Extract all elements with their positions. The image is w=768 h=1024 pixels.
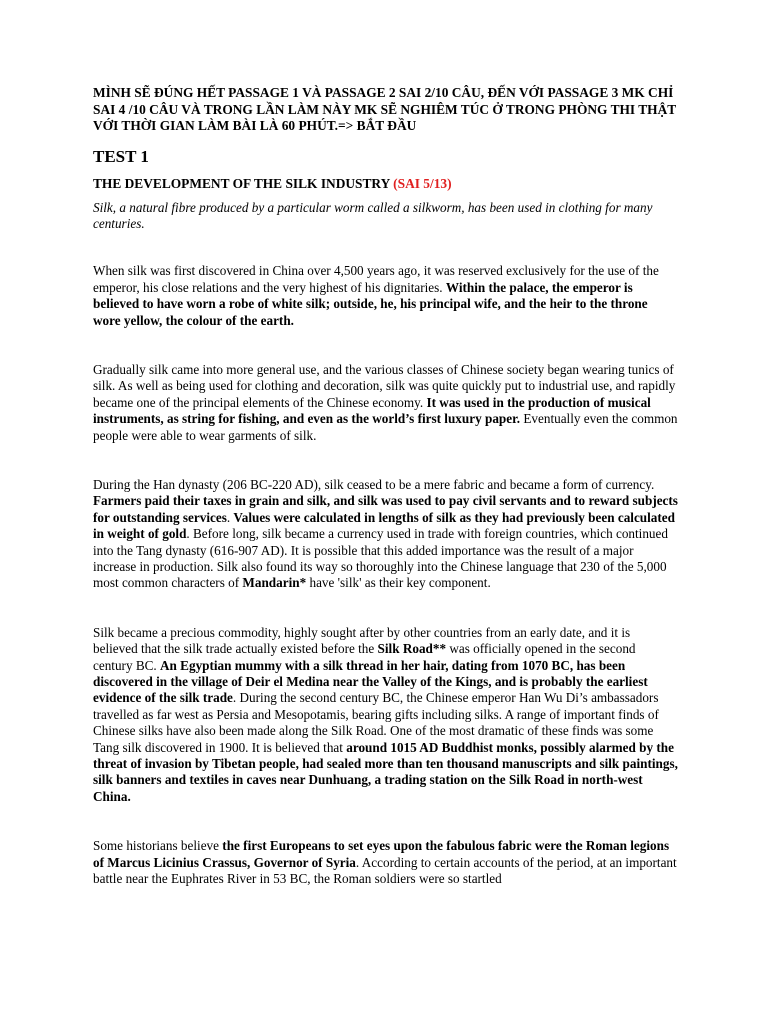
- paragraph-segment-bold: Farmers paid their taxes in grain and silk, and silk was used to pay civil servants and to reward subjects for outstanding services: [93, 493, 678, 525]
- document-page: [93, 85, 678, 888]
- paragraph-4: [93, 625, 678, 805]
- paragraph-3: [93, 477, 678, 592]
- paragraph-5: [93, 838, 678, 887]
- passage-title: THE DEVELOPMENT OF THE SILK INDUSTRY: [93, 175, 390, 191]
- paragraph-segment-bold: around 1015 AD Buddhist monks, possibly alarmed by the threat of invasion by Tibetan people, had sealed more than ten thousand manuscripts and silk paintings, silk banners and textiles in caves near Dunhuang, a trading station on the Silk Road in north-west China.: [93, 739, 678, 804]
- paragraph-segment: Silk became a precious commodity, highly sought after by other countries from an early date, and it is believed that the silk trade actually existed before the: [93, 624, 631, 657]
- paragraph-segment-bold: An Egyptian mummy with a silk thread in her hair, dating from 1070 BC, has been discovered in the village of Deir el Medina near the Valley of the Kings, and is probably the earliest evidence of the silk trade: [93, 657, 648, 706]
- paragraph-segment: was officially opened in the second century BC.: [93, 641, 636, 673]
- paragraph-2: [93, 362, 678, 444]
- paragraph-segment: . During the second century BC, the Chinese emperor Han Wu Di’s ambassadors travelled as far west as Persia and Mesopotamis, bearing gifts including silks. A range of important finds of Chinese silks have also been made along the Silk Road. One of the most dramatic of these finds was some Tang silk discovered in 1900. It is believed that: [93, 690, 659, 755]
- paragraph-segment-bold: Silk Road**: [377, 641, 447, 657]
- paragraph-segment-bold: Within the palace, the emperor is believed to have worn a robe of white silk; outside, he, his principal wife, and the heir to the throne wore yellow, the colour of the earth.: [93, 279, 648, 328]
- paragraph-1: [93, 263, 678, 329]
- paragraph-segment: When silk was first discovered in China over 4,500 years ago, it was reserved exclusively for the use of the emperor, his close relations and the very highest of his dignitaries.: [93, 263, 659, 295]
- paragraph-segment: Some historians believe: [93, 838, 223, 854]
- intro-note: MÌNH SẼ ĐÚNG HẾT PASSAGE 1 VÀ PASSAGE 2 SAI 2/10 CÂU, ĐẾN VỚI PASSAGE 3 MK CHỈ SAI 4 /10 CÂU VÀ TRONG LẦN LÀM NÀY MK SẼ NGHIÊM TÚC Ở TRONG PHÒNG THI THẬT VỚI THỜI GIAN LÀM BÀI LÀ 60 PHÚT.=> BẮT ĐẦU: [93, 85, 676, 133]
- paragraph-segment-bold: Mandarin*: [242, 575, 307, 591]
- paragraph-segment-bold: Values were calculated in lengths of silk as they had previously been calculated in weight of gold: [93, 509, 675, 542]
- paragraph-segment-bold: It was used in the production of musical instruments, as string for fishing, and even as the world’s first luxury paper.: [93, 394, 651, 427]
- paragraph-segment: .: [226, 509, 234, 525]
- passage-lead: Silk, a natural fibre produced by a particular worm called a silkworm, has been used in clothing for many centuries.: [93, 199, 653, 231]
- paragraph-segment: During the Han dynasty (206 BC-220 AD), silk ceased to be a mere fabric and became a form of currency.: [93, 476, 655, 492]
- paragraph-segment: Gradually silk came into more general use, and the various classes of Chinese society began wearing tunics of silk. As well as being used for clothing and decoration, silk was quite quickly put to industrial use, and rapidly became one of the principal elements of the Chinese economy.: [93, 361, 676, 410]
- paragraph-segment: have 'silk' as their key component.: [306, 575, 491, 591]
- passage-score: (SAI 5/13): [393, 175, 452, 191]
- passage-title-line: [93, 176, 678, 192]
- test-title: TEST 1: [93, 146, 149, 166]
- paragraph-segment-bold: the first Europeans to set eyes upon the fabulous fabric were the Roman legions of Marcus Licinius Crassus, Governor of Syria: [93, 838, 670, 870]
- paragraph-segment: . Before long, silk became a currency used in trade with foreign countries, which continued into the Tang dynasty (616-907 AD). It is possible that this added importance was the result of a major increase in production. Silk also found its way so thoroughly into the Chinese language that 230 of the 5,000 most common characters of: [93, 526, 668, 591]
- paragraph-segment: Eventually even the common people were able to wear garments of silk.: [93, 411, 678, 443]
- paragraph-segment: . According to certain accounts of the period, at an important battle near the Euphrates River in 53 BC, the Roman soldiers were so startled: [93, 854, 677, 887]
